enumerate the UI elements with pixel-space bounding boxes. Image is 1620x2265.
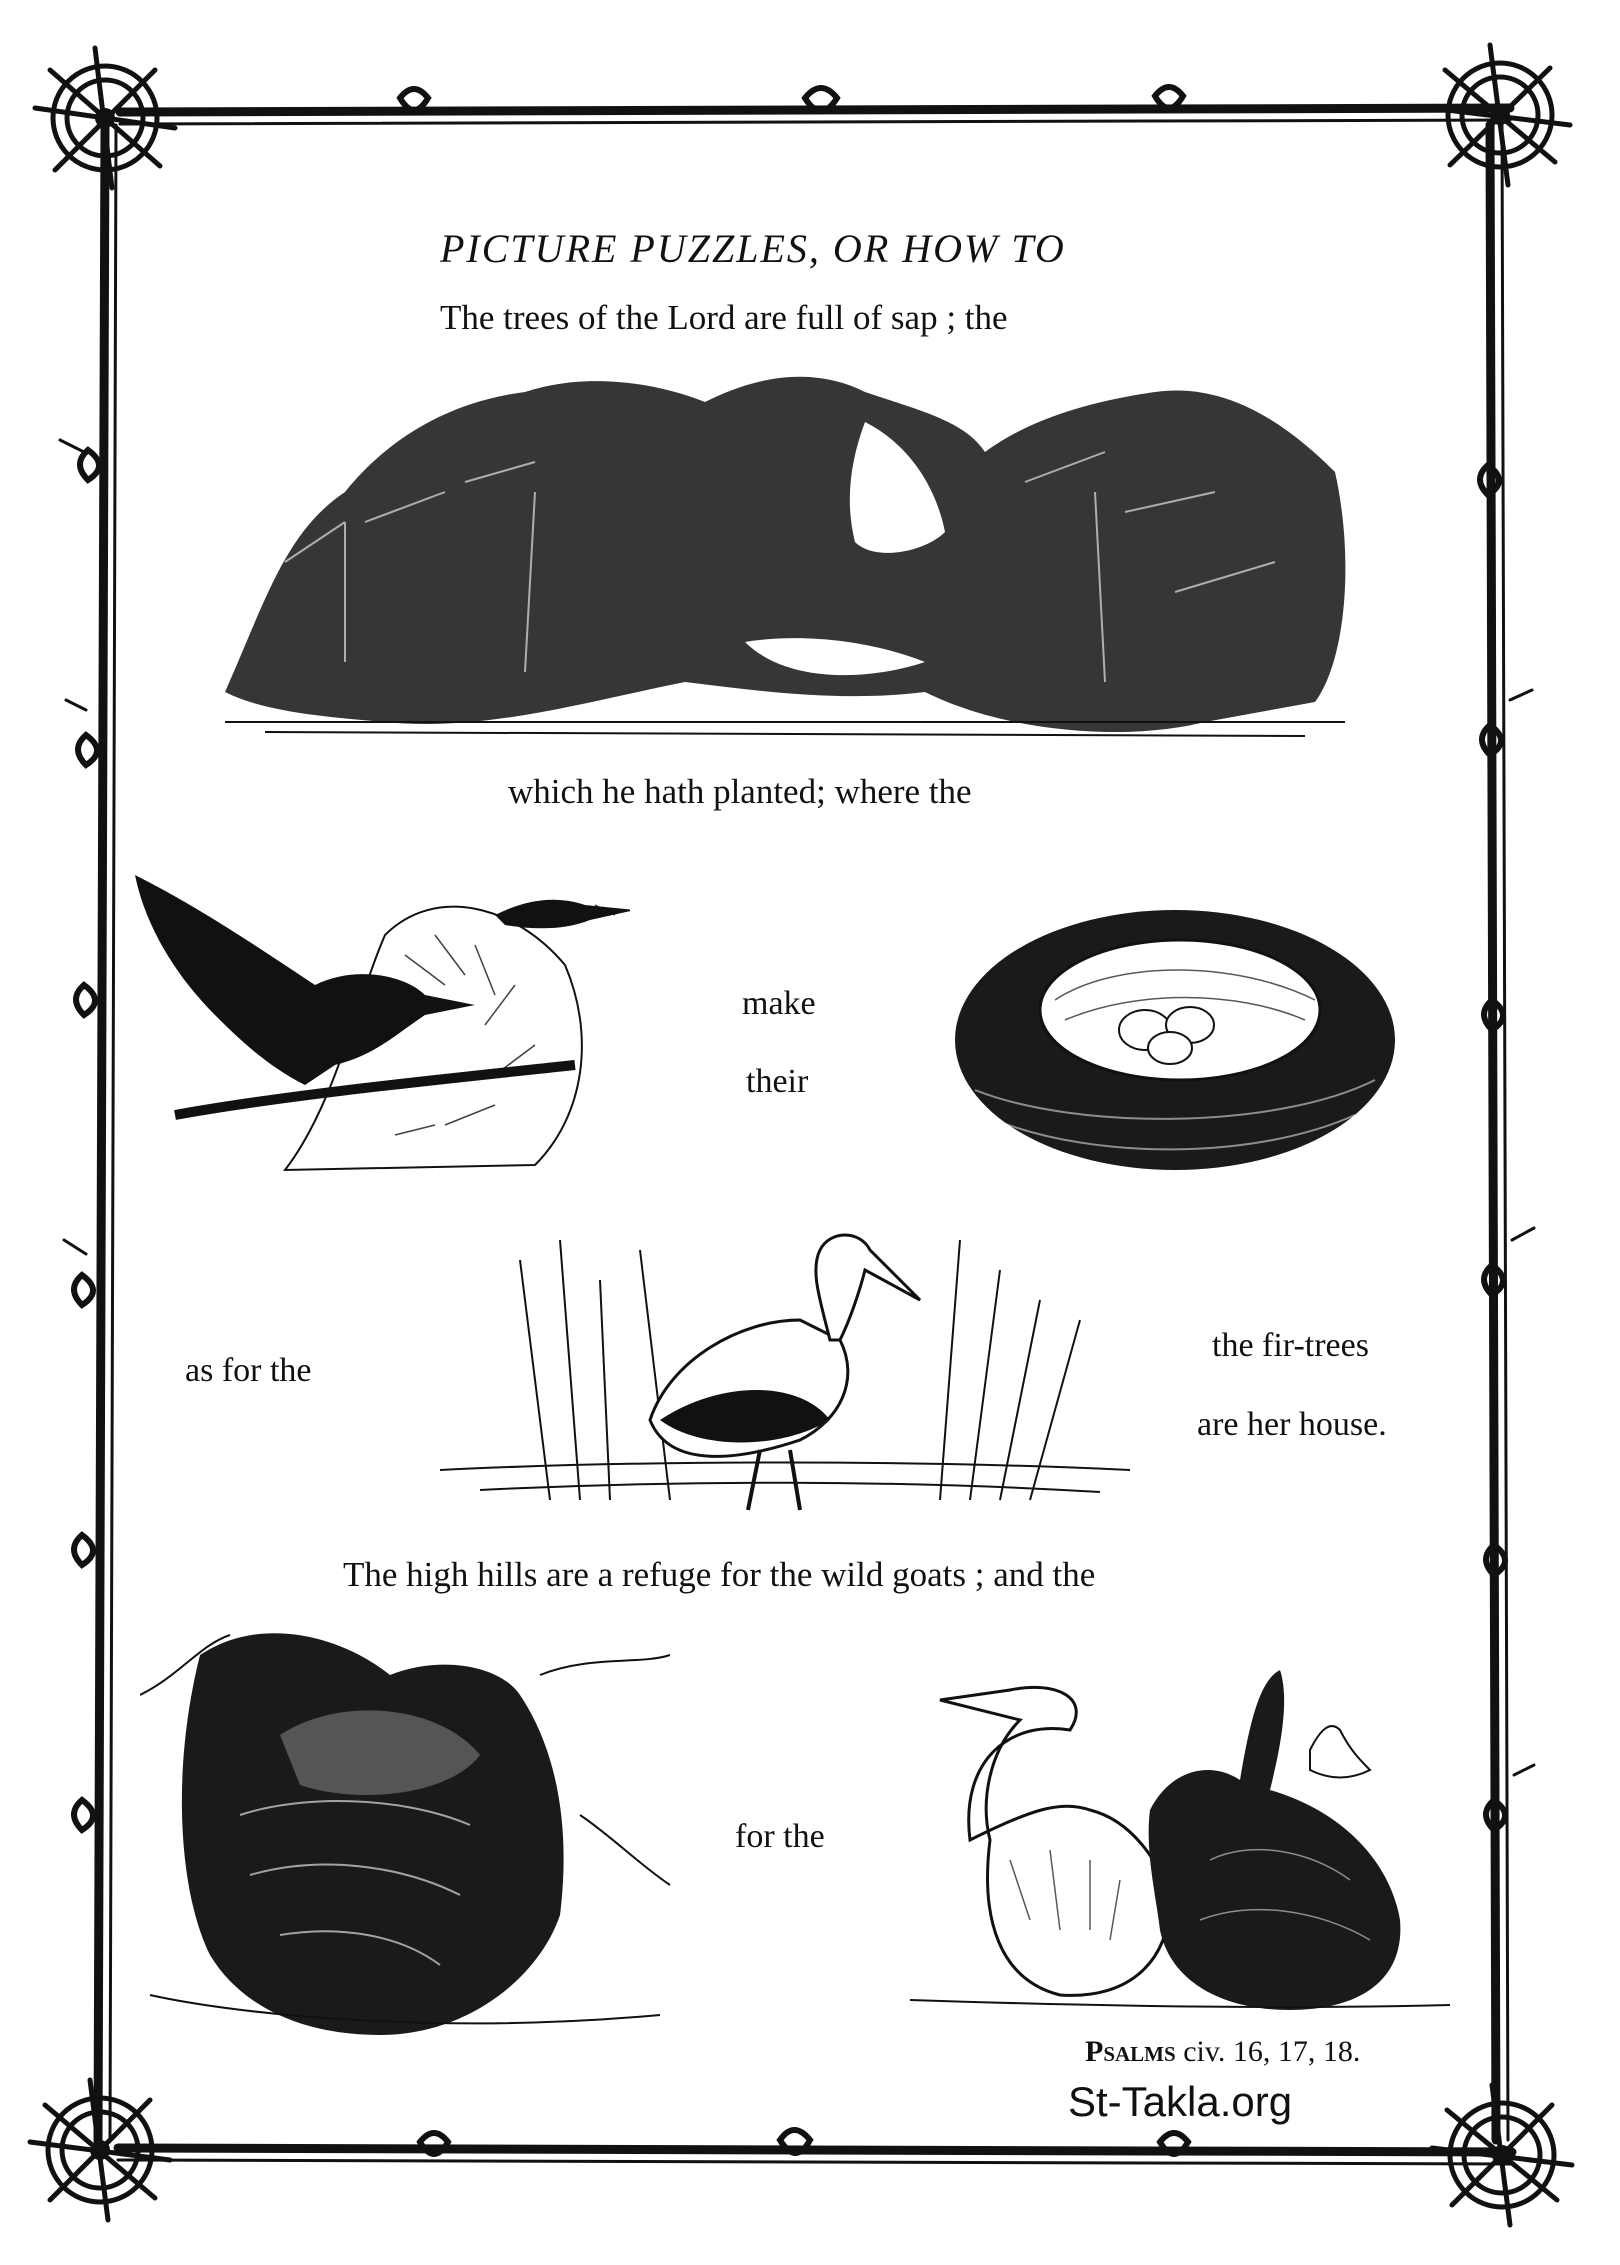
verse-line-3-left: as for the [185, 1352, 312, 1389]
psalm-reference [1085, 2035, 1360, 2069]
verse-line-4: The high hills are a refuge for the wild goats ; and the [343, 1555, 1096, 1594]
nest-with-eggs-engraving [915, 890, 1420, 1185]
bird-on-branch-engraving [135, 865, 630, 1175]
psalm-verses: civ. 16, 17, 18. [1175, 2035, 1361, 2068]
rabbits-engraving [910, 1660, 1450, 2015]
verse-line-1: The trees of the Lord are full of sap ; the [440, 298, 1008, 337]
verse-line-3-right-b: are her house. [1197, 1406, 1387, 1443]
cedar-trees-engraving [225, 362, 1355, 752]
verse-line-2: which he hath planted; where the [508, 772, 972, 811]
verse-line-3-right-a: the fir-trees [1212, 1327, 1369, 1364]
site-watermark: St-Takla.org [1068, 2078, 1293, 2125]
stork-in-reeds-engraving [440, 1220, 1130, 1515]
psalm-book: Psalms [1085, 2035, 1176, 2068]
word-their: their [746, 1063, 809, 1100]
word-make: make [742, 985, 816, 1022]
verse-line-5: for the [735, 1818, 825, 1855]
rock-cliff-engraving [140, 1615, 680, 2045]
page-title: PICTURE PUZZLES, OR HOW TO [440, 226, 1066, 271]
